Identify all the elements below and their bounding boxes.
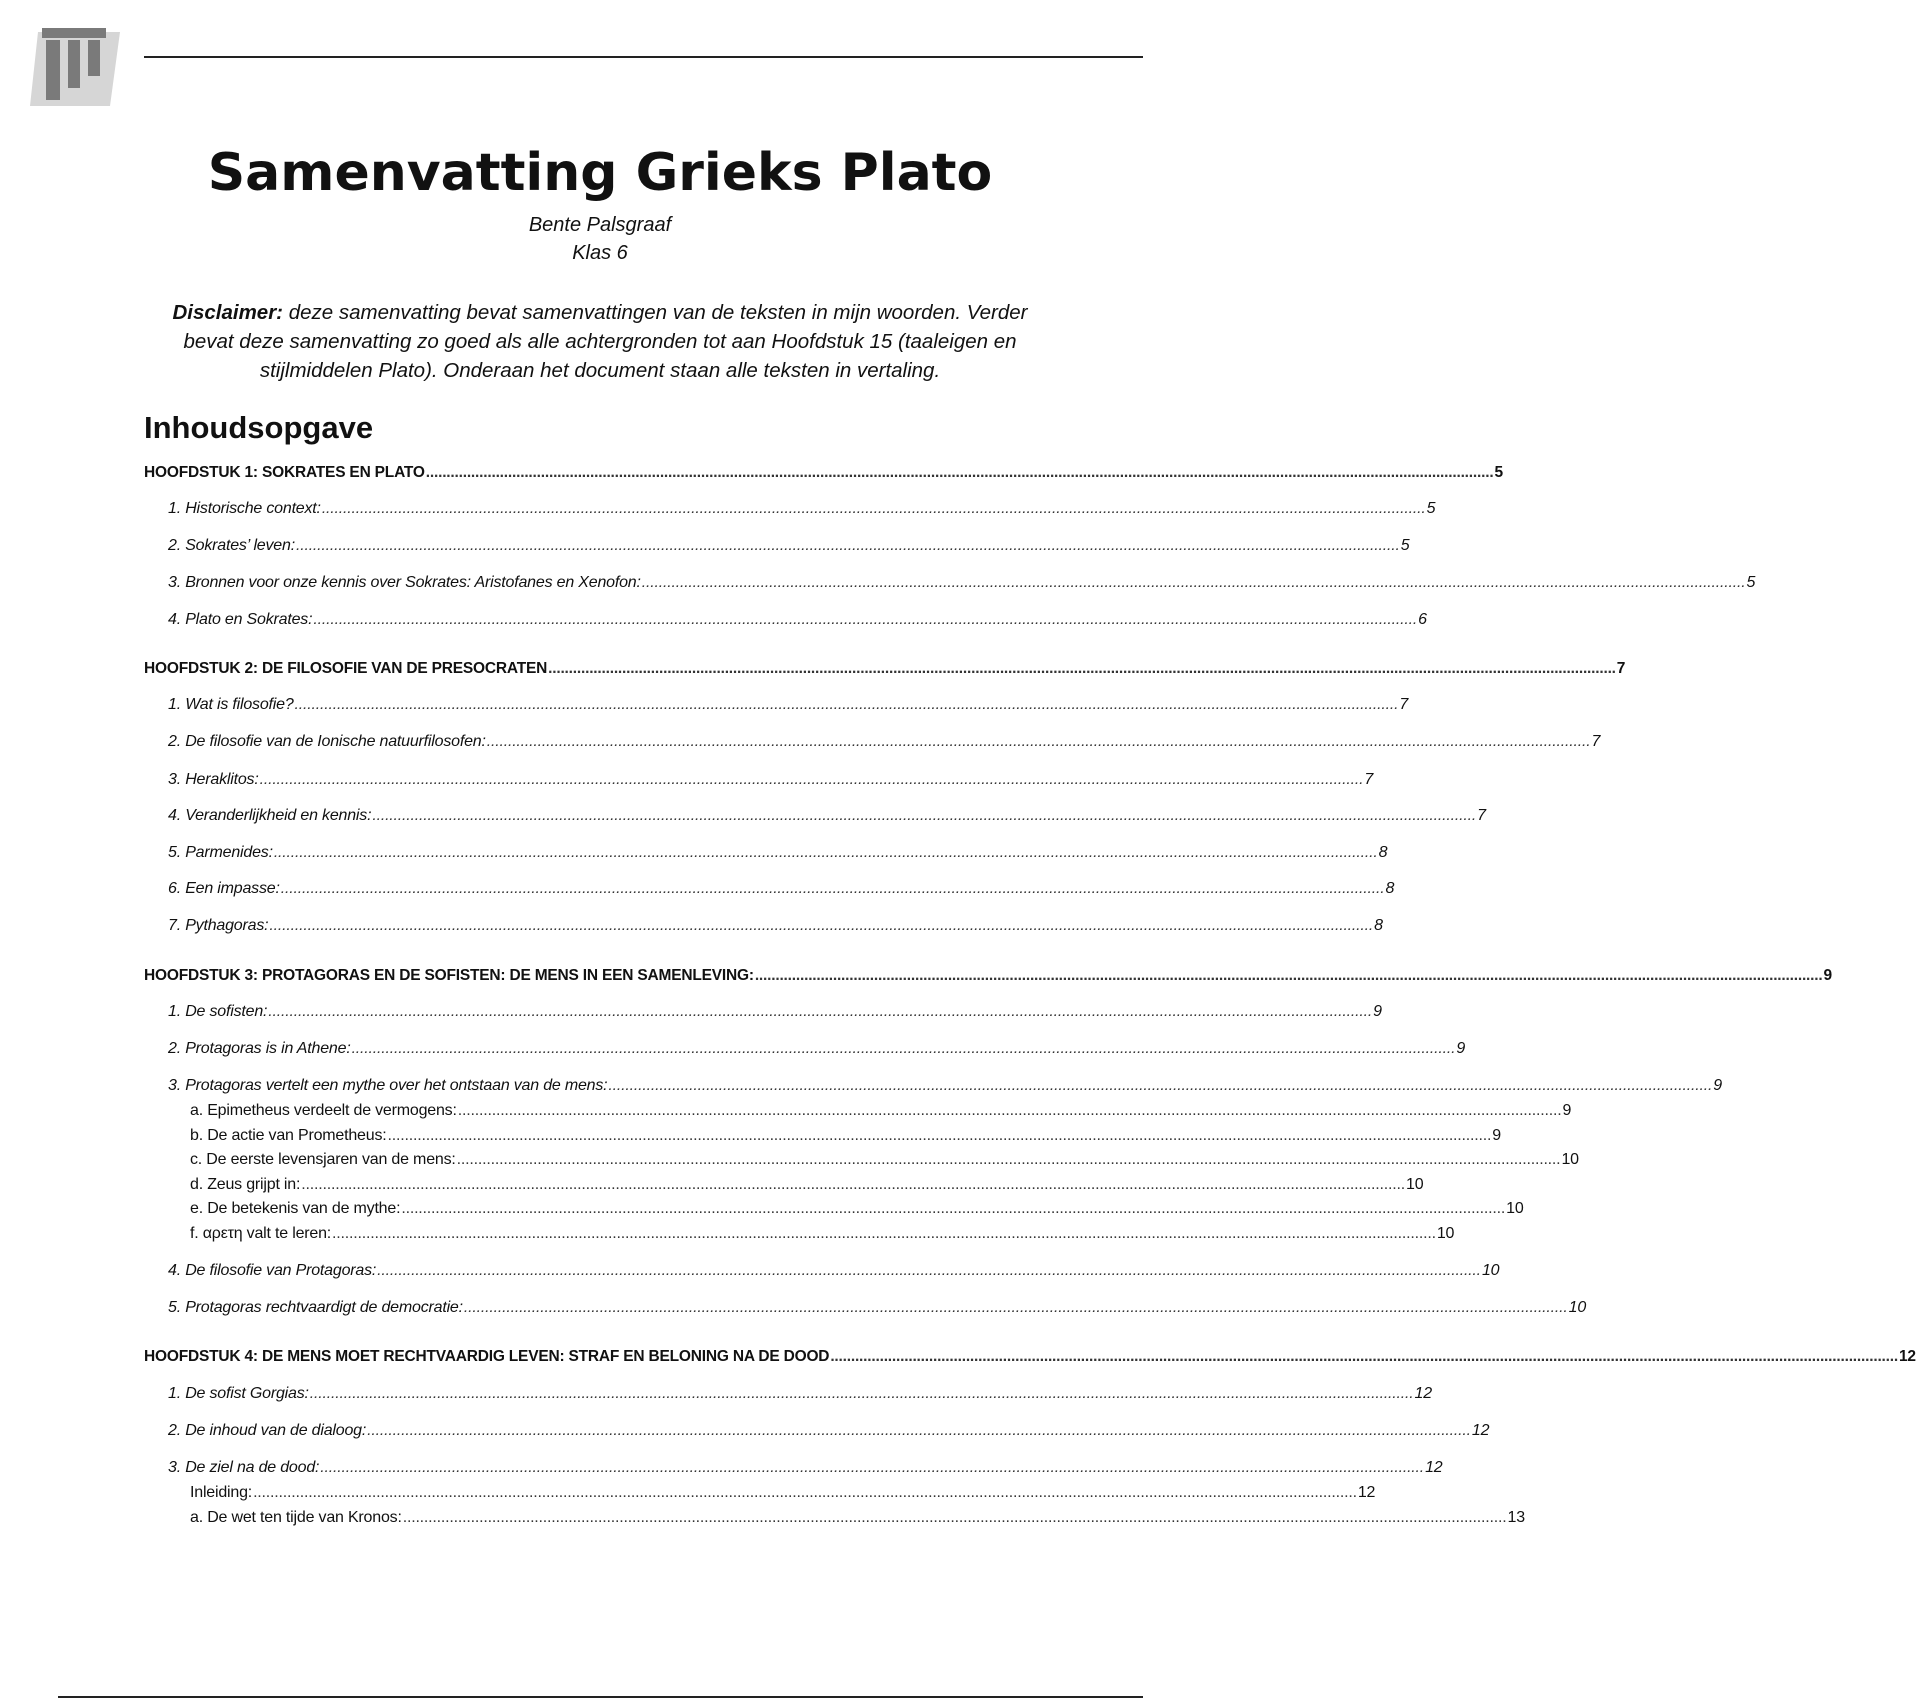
toc-entry-title: 2. Sokrates’ leven: [168, 537, 295, 554]
toc-page-number: 10 [1561, 1151, 1579, 1168]
toc-dot-leader: .................................................................................................................................................................................................................................................................... [372, 807, 1477, 824]
toc-dot-leader: .................................................................................................................................................................................................................................................................... [425, 464, 1494, 481]
toc-section[interactable] [168, 1075, 1722, 1097]
toc-entry-title: 3. De ziel na de dood: [168, 1459, 320, 1476]
toc-entry-title: HOOFDSTUK 1: SOKRATES EN PLATO [144, 464, 425, 481]
toc-subsection[interactable] [190, 1507, 1525, 1529]
toc-page-number: 10 [1568, 1299, 1587, 1316]
toc-page-number: 13 [1507, 1509, 1525, 1526]
toc-entry-title: a. Epimetheus verdeelt de vermogens: [190, 1102, 457, 1119]
toc-page-number: 5 [1426, 500, 1436, 517]
toc-page-number: 10 [1481, 1262, 1500, 1279]
toc-page-number: 9 [1562, 1102, 1572, 1119]
toc-section[interactable] [168, 1420, 1490, 1442]
toc-section[interactable] [168, 1383, 1432, 1405]
toc-section[interactable] [168, 535, 1410, 557]
toc-page-number: 9 [1492, 1127, 1501, 1144]
toc-dot-leader: .................................................................................................................................................................................................................................................................... [253, 1484, 1357, 1501]
toc-chapter[interactable] [144, 965, 1832, 987]
toc-entry-title: 3. Bronnen voor onze kennis over Sokrates: Aristofanes en Xenofon: [168, 574, 641, 591]
toc-entry-title: 1. De sofist Gorgias: [168, 1385, 309, 1402]
toc-entry-title: HOOFDSTUK 3: PROTAGORAS EN DE SOFISTEN: DE MENS IN EEN SAMENLEVING: [144, 967, 754, 984]
toc-page-number: 9 [1713, 1077, 1722, 1094]
toc-dot-leader: .................................................................................................................................................................................................................................................................... [268, 1003, 1373, 1020]
toc-entry-title: HOOFDSTUK 4: DE MENS MOET RECHTVAARDIG LEVEN: STRAF EN BELONING NA DE DOOD [144, 1348, 830, 1365]
toc-page-number: 7 [1616, 660, 1626, 677]
toc-subsection[interactable] [190, 1482, 1376, 1504]
toc-entry-title: 5. Protagoras rechtvaardigt de democratie: [168, 1299, 463, 1316]
toc-entry-title: 2. De filosofie van de Ionische natuurfilosofen: [168, 733, 486, 750]
toc-heading: Inhoudsopgave [144, 410, 374, 445]
footer-rule [58, 1696, 1143, 1698]
toc-dot-leader: .................................................................................................................................................................................................................................................................... [295, 537, 1400, 554]
toc-section[interactable] [168, 1297, 1587, 1319]
toc-dot-leader: .................................................................................................................................................................................................................................................................... [641, 574, 1746, 591]
toc-page-number: 12 [1357, 1484, 1376, 1501]
toc-dot-leader: .................................................................................................................................................................................................................................................................... [332, 1225, 1436, 1242]
toc-entry-title: d. Zeus grijpt in: [190, 1176, 301, 1193]
toc-dot-leader: .................................................................................................................................................................................................................................................................... [457, 1102, 1562, 1119]
toc-subsection[interactable] [190, 1100, 1572, 1122]
toc-subsection[interactable] [190, 1125, 1501, 1147]
toc-entry-title: 7. Pythagoras: [168, 917, 269, 934]
toc-entry-title: c. De eerste levensjaren van de mens: [190, 1151, 456, 1168]
toc-dot-leader: .................................................................................................................................................................................................................................................................... [259, 771, 1364, 788]
author-name: Bente Palsgraaf [528, 214, 672, 236]
toc-entry-title: 3. Heraklitos: [168, 771, 259, 788]
toc-page-number: 12 [1414, 1385, 1432, 1402]
disclaimer-label: Disclaimer: [172, 301, 283, 324]
toc-dot-leader: .................................................................................................................................................................................................................................................................... [294, 696, 1399, 713]
toc-dot-leader: .................................................................................................................................................................................................................................................................... [456, 1151, 1561, 1168]
toc-dot-leader: .................................................................................................................................................................................................................................................................... [351, 1040, 1456, 1057]
toc-section[interactable] [168, 731, 1601, 753]
toc-page-number: 5 [1494, 464, 1503, 481]
toc-entry-title: a. De wet ten tijde van Kronos: [190, 1509, 402, 1526]
toc-entry-title: Inleiding: [190, 1484, 253, 1501]
toc-dot-leader: .................................................................................................................................................................................................................................................................... [280, 880, 1385, 897]
toc-dot-leader: .................................................................................................................................................................................................................................................................... [387, 1127, 1492, 1144]
toc-page-number: 8 [1385, 880, 1395, 897]
toc-dot-leader: .................................................................................................................................................................................................................................................................... [367, 1422, 1471, 1439]
toc-entry-title: 5. Parmenides: [168, 844, 273, 861]
toc-entry-title: b. De actie van Prometheus: [190, 1127, 387, 1144]
toc-entry-title: 2. Protagoras is in Athene: [168, 1040, 351, 1057]
toc-entry-title: 4. Veranderlijkheid en kennis: [168, 807, 372, 824]
toc-page-number: 8 [1378, 844, 1388, 861]
toc-dot-leader: .................................................................................................................................................................................................................................................................... [309, 1385, 1414, 1402]
toc-page-number: 10 [1436, 1225, 1455, 1242]
toc-page-number: 6 [1418, 611, 1427, 628]
toc-page-number: 12 [1425, 1459, 1443, 1476]
toc-entry-title: 1. Historische context: [168, 500, 321, 517]
toc-dot-leader: .................................................................................................................................................................................................................................................................... [401, 1200, 1506, 1217]
toc-entry-title: e. De betekenis van de mythe: [190, 1200, 401, 1217]
toc-section[interactable] [168, 915, 1383, 937]
toc-dot-leader: .................................................................................................................................................................................................................................................................... [313, 611, 1418, 628]
toc-dot-leader: .................................................................................................................................................................................................................................................................... [830, 1348, 1898, 1365]
toc-page-number: 8 [1374, 917, 1383, 934]
toc-page-number: 5 [1400, 537, 1410, 554]
toc-subsection[interactable] [190, 1198, 1524, 1220]
disclaimer-text: deze samenvatting bevat samenvattingen van de teksten in mijn woorden. Verder bevat deze samenvatting zo goed als alle achtergronden tot aan Hoofdstuk 15 (taaleigen en stijlmiddelen Plato). Onderaan het document staan alle teksten in vertaling. [183, 301, 1028, 382]
toc-section[interactable] [168, 842, 1388, 864]
toc-dot-leader: .................................................................................................................................................................................................................................................................... [301, 1176, 1406, 1193]
toc-dot-leader: .................................................................................................................................................................................................................................................................... [548, 660, 1616, 677]
toc-page-number: 9 [1373, 1003, 1382, 1020]
toc-page-number: 7 [1399, 696, 1409, 713]
toc-subsection[interactable] [190, 1223, 1455, 1245]
toc-section[interactable] [168, 1001, 1382, 1023]
document-title: Samenvatting Grieks Plato [207, 143, 993, 203]
toc-dot-leader: .................................................................................................................................................................................................................................................................... [608, 1077, 1713, 1094]
toc-dot-leader: .................................................................................................................................................................................................................................................................... [486, 733, 1591, 750]
toc-chapter[interactable] [144, 1346, 1916, 1368]
toc-subsection[interactable] [190, 1174, 1424, 1196]
toc-page-number: 7 [1477, 807, 1486, 824]
class-label: Klas 6 [572, 242, 628, 264]
toc-entry-title: 2. De inhoud van de dialoog: [168, 1422, 367, 1439]
toc-entry-title: HOOFDSTUK 2: DE FILOSOFIE VAN DE PRESOCRATEN [144, 660, 548, 677]
toc-entry-title: f. αρετη valt te leren: [190, 1225, 332, 1242]
toc-entry-title: 4. De filosofie van Protagoras: [168, 1262, 377, 1279]
toc-entry-title: 3. Protagoras vertelt een mythe over het ontstaan van de mens: [168, 1077, 608, 1094]
toc-section[interactable] [168, 572, 1756, 594]
toc-dot-leader: .................................................................................................................................................................................................................................................................... [463, 1299, 1568, 1316]
toc-section[interactable] [168, 1260, 1500, 1282]
toc-dot-leader: .................................................................................................................................................................................................................................................................... [321, 500, 1426, 517]
toc-page-number: 7 [1364, 771, 1374, 788]
toc-chapter[interactable] [144, 658, 1626, 680]
toc-dot-leader: .................................................................................................................................................................................................................................................................... [269, 917, 1374, 934]
toc-page-number: 10 [1506, 1200, 1524, 1217]
toc-entry-title: 1. Wat is filosofie? [168, 696, 294, 713]
toc-page-number: 12 [1898, 1348, 1916, 1365]
toc-dot-leader: .................................................................................................................................................................................................................................................................... [273, 844, 1378, 861]
toc-entry-title: 1. De sofisten: [168, 1003, 268, 1020]
toc-subsection[interactable] [190, 1149, 1579, 1171]
toc-page-number: 5 [1746, 574, 1756, 591]
toc-dot-leader: .................................................................................................................................................................................................................................................................... [754, 967, 1823, 984]
toc-section[interactable] [168, 878, 1395, 900]
toc-section[interactable] [168, 498, 1436, 520]
toc-section[interactable] [168, 1457, 1443, 1479]
toc-page-number: 9 [1456, 1040, 1466, 1057]
toc-page-number: 10 [1406, 1176, 1424, 1193]
toc-entry-title: 6. Een impasse: [168, 880, 280, 897]
toc-section[interactable] [168, 694, 1409, 716]
toc-section[interactable] [168, 805, 1486, 827]
toc-dot-leader: .................................................................................................................................................................................................................................................................... [377, 1262, 1481, 1279]
toc-section[interactable] [168, 1038, 1466, 1060]
toc-page-number: 12 [1471, 1422, 1490, 1439]
toc-dot-leader: .................................................................................................................................................................................................................................................................... [320, 1459, 1425, 1476]
toc-dot-leader: .................................................................................................................................................................................................................................................................... [402, 1509, 1507, 1526]
toc-entry-title: 4. Plato en Sokrates: [168, 611, 313, 628]
toc-page-number: 9 [1823, 967, 1832, 984]
toc-section[interactable] [168, 769, 1374, 791]
toc-section[interactable] [168, 609, 1427, 631]
toc-chapter[interactable] [144, 462, 1503, 484]
toc-page-number: 7 [1591, 733, 1601, 750]
